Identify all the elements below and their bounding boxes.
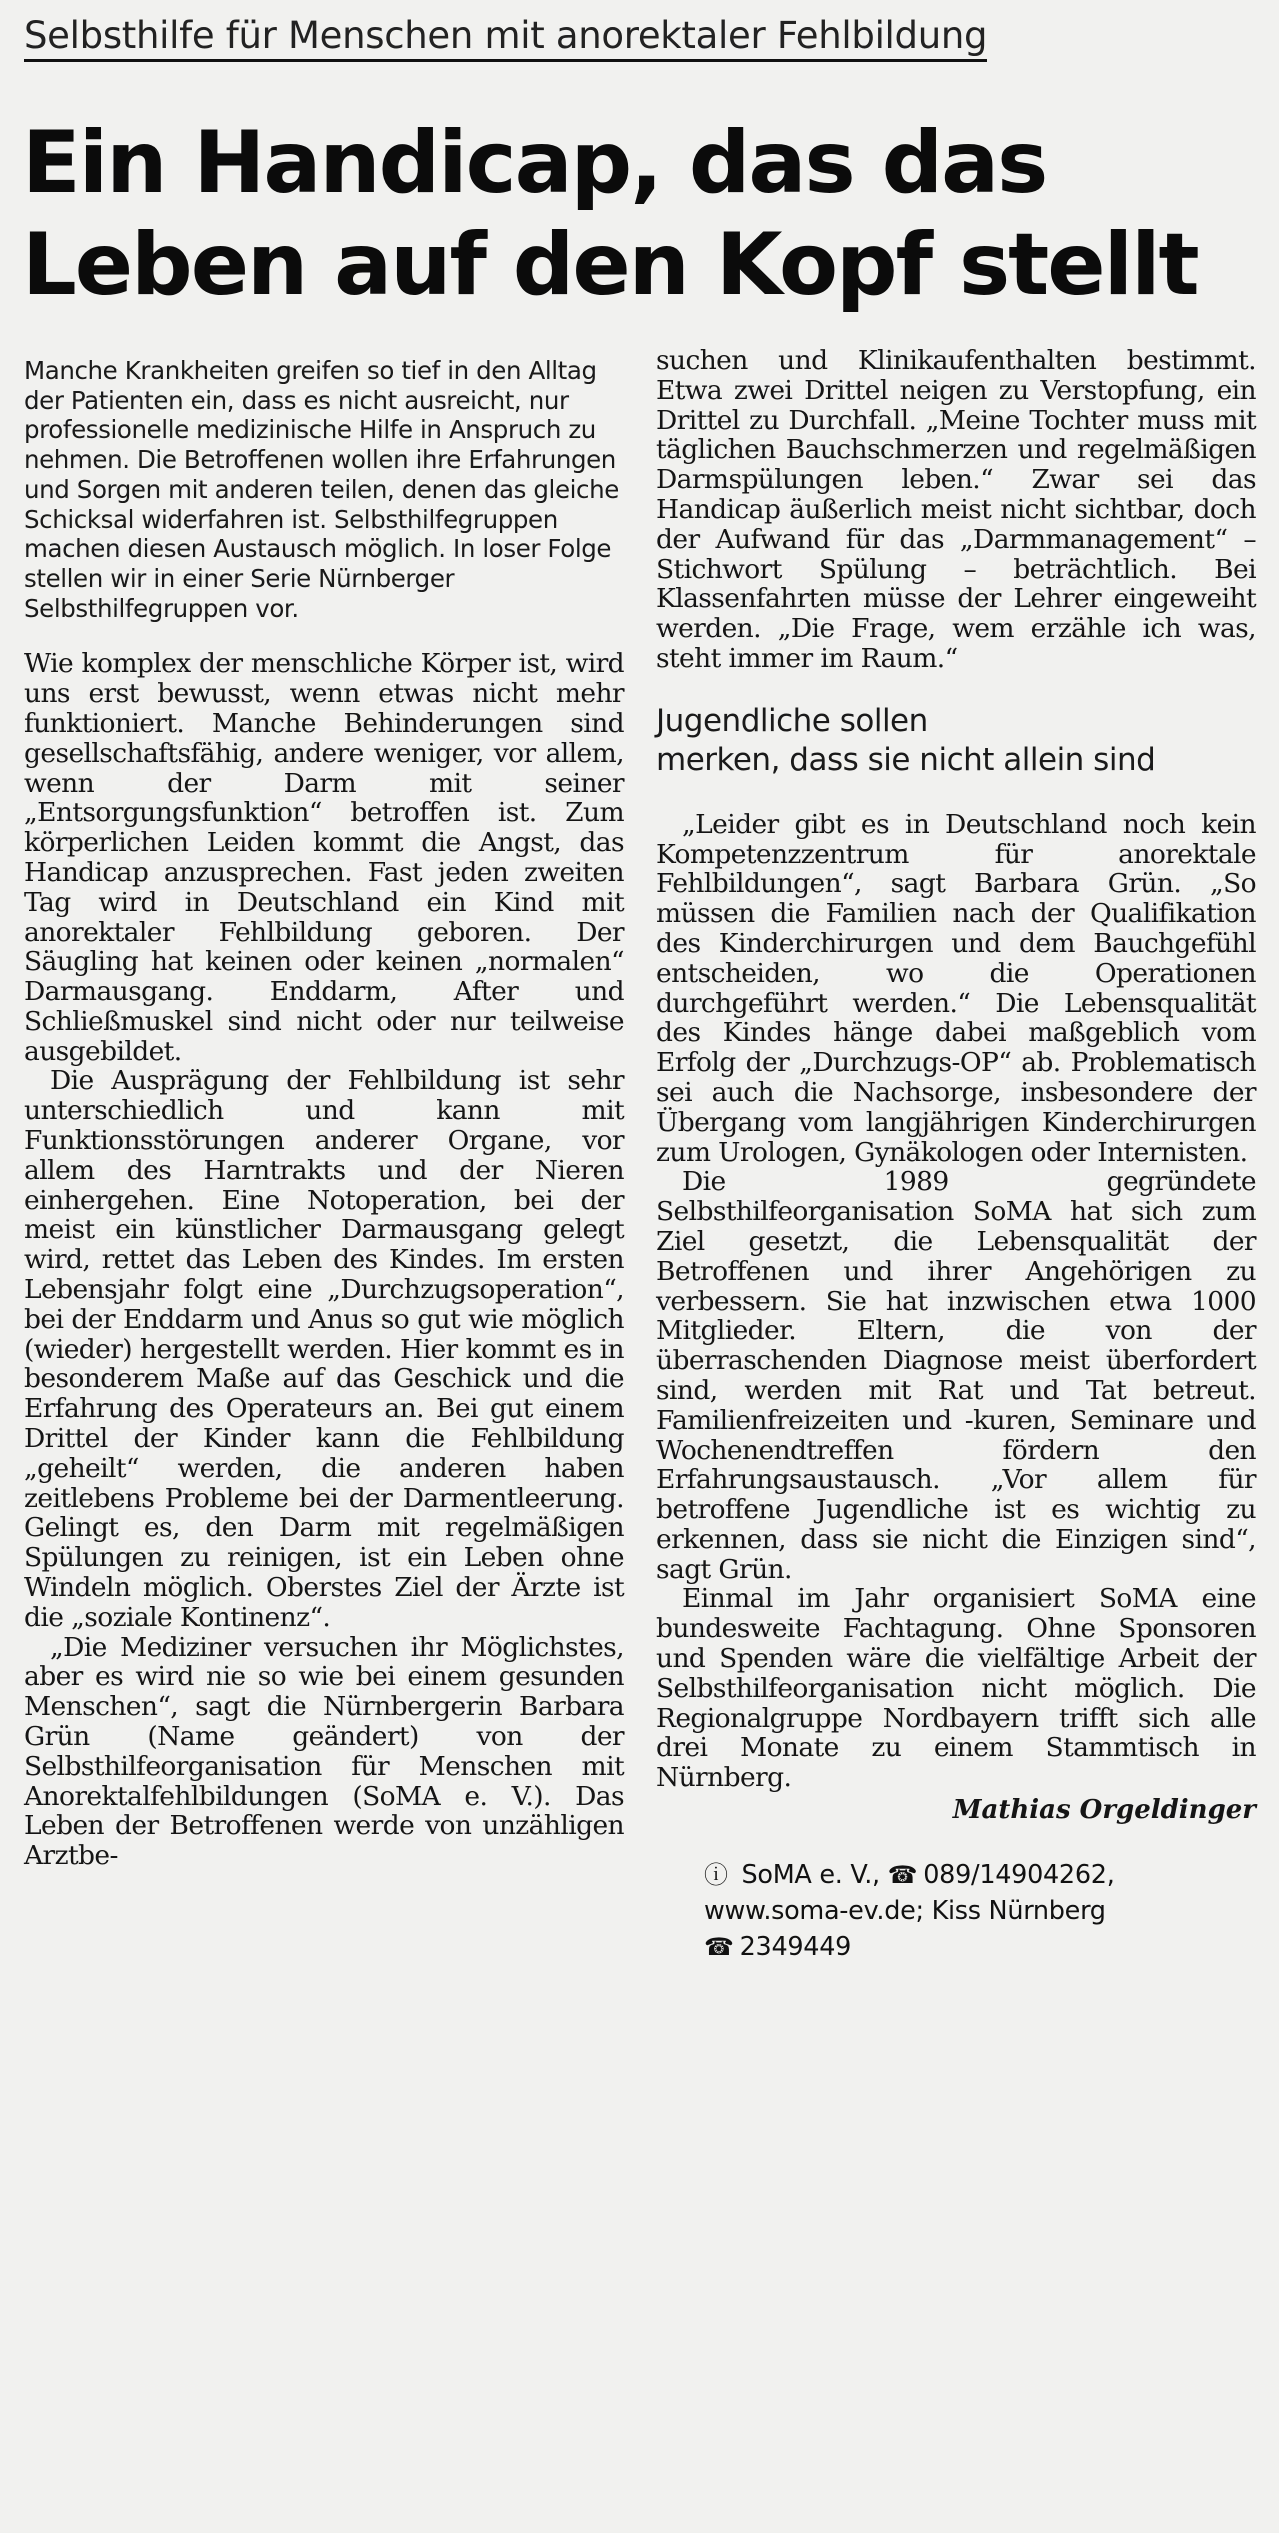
paragraph: Die 1989 gegründete Selbsthilfeorganisation SoMA hat sich zum Ziel gesetzt, die Lebensqualität der Betroffenen und ihrer Angehörigen zu verbessern. Sie hat inzwischen etwa 1000 Mitglieder. Eltern, die von der überraschenden Diagnose meist überfordert sind, werden mit Rat und Tat betreut. Familienfreizeiten und -kuren, Seminare und Wochenendtreffen fördern den Erfahrungsaustausch. „Vor allem für betroffene Jugendliche ist es wichtig zu erkennen, dass sie nicht die Einzigen sind“, sagt Grün. [656, 1166, 1256, 1585]
kiss-label: Kiss Nürnberg [931, 1896, 1106, 1927]
paragraph: suchen und Klinikaufenthalten bestimmt. Etwa zwei Drittel neigen zu Verstopfung, ein Drittel zu Durchfall. „Meine Tochter muss mit täglichen Bauchschmerzen und regelmäßigen Darmspülungen leben.“ Zwar sei das Handicap äußerlich meist nicht sichtbar, doch der Aufwand für das „Darmmanagement“ – Stichwort Spülung – beträchtlich. Bei Klassenfahrten müsse der Lehrer eingeweiht werden. „Die Frage, wem erzähle ich was, steht immer im Raum.“ [656, 345, 1256, 674]
contact-line-1 [704, 1857, 1256, 1893]
left-column [24, 356, 624, 1871]
contact-line-2 [704, 1893, 1256, 1929]
phone-icon: ☎ [887, 1861, 918, 1890]
subheading [656, 702, 1256, 780]
headline: Ein Handicap, das das Leben auf den Kopf stellt [22, 113, 1198, 315]
paragraph: Einmal im Jahr organisiert SoMA eine bundesweite Fachtagung. Ohne Sponsoren und Spenden wäre die vielfältige Arbeit der Selbsthilfeorganisation nicht möglich. Die Regionalgruppe Nordbayern trifft sich alle drei Monate zu einem Stammtisch in Nürnberg. [656, 1583, 1256, 1794]
byline: Mathias Orgeldinger [952, 1795, 1256, 1826]
phone-icon: ☎ [704, 1933, 734, 1962]
subheading-line-1: Jugendliche sollen [656, 702, 928, 739]
info-icon: ⓘ [704, 1861, 728, 1890]
intro-text: Manche Krankheiten greifen so tief in den Alltag der Patienten ein, dass es nicht ausreicht, nur professionelle medizinische Hilfe in Anspruch zu nehmen. Die Betroffenen wollen ihre Erfahrungen und Sorgen mit anderen teilen, denen das gleiche Schicksal widerfahren ist. Selbsthilfegruppen machen diesen Austausch möglich. In loser Folge stellen wir in einer Serie Nürnberger Selbsthilfegruppen vor. [24, 356, 619, 623]
contact-box [656, 1857, 1256, 1965]
website-link[interactable]: www.soma-ev.de; [704, 1896, 924, 1927]
paragraph: Wie komplex der menschliche Körper ist, wird uns erst bewusst, wenn etwas nicht mehr funktioniert. Manche Behinderungen sind gesellschaftsfähig, andere weniger, vor allem, wenn der Darm mit seiner „Entsorgungsfunktion“ betroffen ist. Zum körperlichen Leiden kommt die Angst, das Handicap anzusprechen. Fast jeden zweiten Tag wird in Deutschland ein Kind mit anorektaler Fehlbildung geboren. Der Säugling hat keinen oder keinen „normalen“ Darmausgang. Enddarm, After und Schließmuskel sind nicht oder nur teilweise ausgebildet. [24, 648, 624, 1067]
right-body-top [656, 346, 1256, 674]
intro-block [24, 356, 624, 623]
right-body-bottom [656, 810, 1256, 1793]
paragraph: Die Ausprägung der Fehlbildung ist sehr unterschiedlich und kann mit Funktionsstörungen anderer Organe, vor allem des Harntrakts und der Nieren einhergehen. Eine Notoperation, bei der meist ein künstlicher Darmausgang gelegt wird, rettet das Leben des Kindes. Im ersten Lebensjahr folgt eine „Durchzugsoperation“, bei der Enddarm und Anus so gut wie möglich (wieder) hergestellt werden. Hier kommt es in besonderem Maße auf das Geschick und die Erfahrung des Operateurs an. Bei gut einem Drittel der Kinder kann die Fehlbildung „geheilt“ werden, die anderen haben zeitlebens Probleme bei der Darmentleerung. Gelingt es, den Darm mit regelmäßigen Spülungen zu reinigen, ist ein Leben ohne Windeln möglich. Oberstes Ziel der Ärzte ist die „soziale Kontinenz“. [24, 1065, 624, 1633]
kicker-line: Selbsthilfe für Menschen mit anorektaler Fehlbildung [24, 14, 987, 62]
right-column [656, 346, 1256, 1965]
contact-line-3 [704, 1929, 1256, 1965]
paragraph: „Leider gibt es in Deutschland noch kein Kompetenzzentrum für anorektale Fehlbildungen“, sagt Barbara Grün. „So müssen die Familien nach der Qualifikation des Kinderchirurgen und dem Bauchgefühl entscheiden, wo die Operationen durchgeführt werden.“ Die Lebensqualität des Kindes hänge dabei maßgeblich vom Erfolg der „Durchzugs-OP“ ab. Problematisch sei auch die Nachsorge, insbesondere der Übergang vom langjährigen Kinderchirurgen zum Urologen, Gynäkologen oder Internisten. [656, 808, 1256, 1168]
subheading-line-2: merken, dass sie nicht allein sind [656, 741, 1156, 778]
phone-number: 089/14904262, [923, 1860, 1115, 1891]
org-name: SoMA e. V., [741, 1860, 880, 1891]
paragraph: „Die Mediziner versuchen ihr Möglichstes, aber es wird nie so wie bei einem gesunden Menschen“, sagt die Nürnbergerin Barbara Grün (Name geändert) von der Selbsthilfeorganisation für Menschen mit Anorektalfehlbildungen (SoMA e. V.). Das Leben der Betroffenen werde von unzähligen Arztbe- [24, 1631, 624, 1872]
left-body [24, 649, 624, 1871]
phone-number: 2349449 [739, 1932, 852, 1963]
